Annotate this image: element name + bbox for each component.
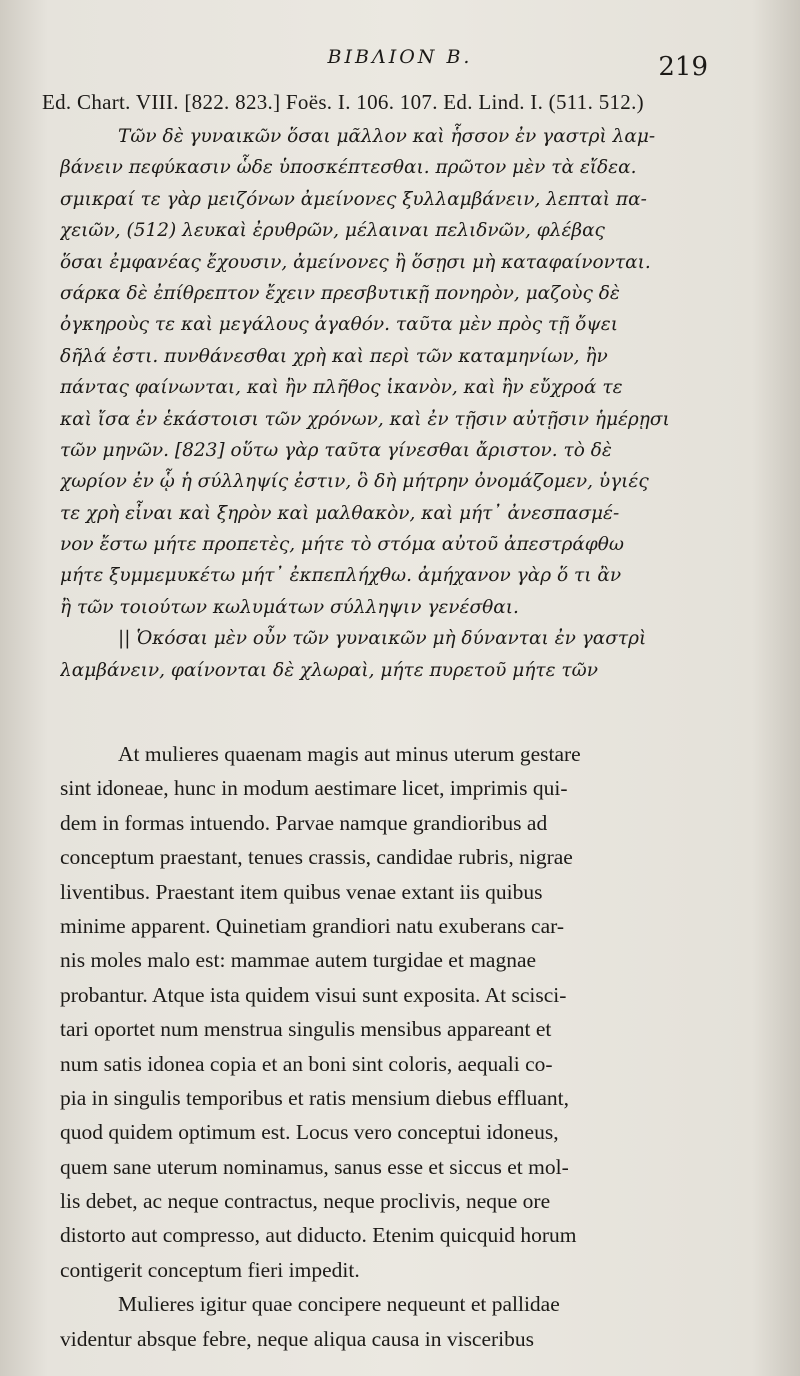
latin-text-line: distorto aut compresso, aut diducto. Etenim quicquid horum bbox=[60, 1223, 577, 1248]
greek-text-line: δῆλά ἐστι. πυνθάνεσθαι χρὴ καὶ περὶ τῶν καταμηνίων, ἢν bbox=[60, 345, 608, 367]
latin-text-line: At mulieres quaenam magis aut minus uterum gestare bbox=[118, 742, 581, 766]
greek-text-block bbox=[60, 121, 725, 686]
greek-text-line: Τῶν δὲ γυναικῶν ὅσαι μᾶλλον καὶ ἧσσον ἐν γαστρὶ λαμ- bbox=[118, 126, 656, 147]
greek-text-line: νον ἔστω μήτε προπετὲς, μήτε τὸ στόμα αὐτοῦ ἀπεστράφθω bbox=[60, 534, 624, 556]
latin-text-line: lis debet, ac neque contractus, neque proclivis, neque ore bbox=[60, 1189, 551, 1214]
latin-text-line: sint idoneae, hunc in modum aestimare licet, imprimis qui- bbox=[60, 776, 568, 801]
latin-text-line: contigerit conceptum fieri impedit. bbox=[60, 1257, 360, 1282]
latin-text-line: num satis idonea copia et an boni sint coloris, aequali co- bbox=[60, 1051, 553, 1076]
latin-text-line: liventibus. Praestant item quibus venae extant iis quibus bbox=[60, 879, 543, 904]
latin-text-line: minime apparent. Quinetiam grandiori natu exuberans car- bbox=[60, 913, 565, 938]
greek-text-line: χειῶν, (512) λευκαὶ ἐρυθρῶν, μέλαιναι πελιδνῶν, φλέβας bbox=[60, 220, 605, 242]
greek-text-line: βάνειν πεφύκασιν ὧδε ὑποσκέπτεσθαι. πρῶτον μὲν τὰ εἴδεα. bbox=[60, 157, 637, 179]
greek-text-line: τῶν μηνῶν. [823] οὕτω γὰρ ταῦτα γίνεσθαι ἄριστον. τὸ δὲ bbox=[60, 439, 612, 461]
greek-text-line: ὅσαι ἐμφανέας ἔχουσιν, ἀμείνονες ἢ ὅσῃσι μὴ καταφαίνονται. bbox=[60, 251, 651, 273]
greek-text-line: χωρίον ἐν ᾧ ἡ σύλληψίς ἐστιν, ὃ δὴ μήτρην ὀνομάζομεν, ὑγιές bbox=[60, 471, 649, 493]
greek-text-line: σμικραί τε γὰρ μειζόνων ἀμείνονες ξυλλαμβάνειν, λεπταὶ πα- bbox=[60, 188, 647, 210]
running-head: ΒΙΒΛΙΟΝ Β. bbox=[327, 46, 473, 68]
greek-text-line: λαμβάνειν, φαίνονται δὲ χλωραὶ, μήτε πυρετοῦ μήτε τῶν bbox=[60, 659, 598, 681]
latin-text-line: conceptum praestant, tenues crassis, candidae rubris, nigrae bbox=[60, 845, 573, 870]
latin-text-line: quod quidem optimum est. Locus vero conceptui idoneus, bbox=[60, 1120, 559, 1145]
greek-text-line: σάρκα δὲ ἐπίθρεπτον ἔχειν πρεσβυτικῇ πονηρὸν, μαζοὺς δὲ bbox=[60, 282, 620, 304]
greek-text-line: μήτε ξυμμεμυκέτω μήτ᾽ ἐκπεπλήχθω. ἀμήχανον γὰρ ὅ τι ἂν bbox=[60, 565, 622, 587]
latin-text-line: dem in formas intuendo. Parvae namque grandioribus ad bbox=[60, 810, 548, 835]
latin-text-line: videntur absque febre, neque aliqua causa in visceribus bbox=[60, 1326, 535, 1351]
latin-text-line: Mulieres igitur quae concipere nequeunt et pallidae bbox=[118, 1292, 560, 1317]
greek-text-line: πάντας φαίνωνται, καὶ ἢν πλῆθος ἱκανὸν, καὶ ἢν εὔχροά τε bbox=[60, 377, 623, 399]
page-number: 219 bbox=[658, 52, 708, 82]
greek-text-line: τε χρὴ εἶναι καὶ ξηρὸν καὶ μαλθακὸν, καὶ μήτ᾽ ἀνεσπασμέ- bbox=[60, 502, 620, 524]
greek-text-line: ἢ τῶν τοιούτων κωλυμάτων σύλληψιν γενέσθαι. bbox=[60, 596, 519, 618]
greek-text-line: || Ὁκόσαι μὲν οὖν τῶν γυναικῶν μὴ δύνανται ἐν γαστρὶ bbox=[118, 628, 647, 650]
latin-text-line: quem sane uterum nominamus, sanus esse et siccus et mol- bbox=[60, 1154, 569, 1179]
latin-text-line: probantur. Atque ista quidem visui sunt exposita. At sciscі- bbox=[60, 982, 567, 1007]
greek-text-line: καὶ ἴσα ἐν ἑκάστοισι τῶν χρόνων, καὶ ἐν τῇσιν αὐτῇσιν ἡμέρῃσι bbox=[60, 408, 670, 430]
latin-text-line: nis moles malo est: mammae autem turgidae et magnae bbox=[60, 948, 537, 973]
latin-text-block bbox=[60, 737, 725, 1356]
latin-text-line: tari oportet num menstrua singulis mensibus appareant et bbox=[60, 1017, 552, 1042]
edition-reference: Ed. Chart. VIII. [822. 823.] Foës. I. 106. 107. Ed. Lind. I. (511. 512.) bbox=[42, 90, 644, 114]
latin-text-line: pia in singulis temporibus et ratis mensium diebus effluant, bbox=[60, 1085, 569, 1110]
greek-text-line: ὀγκηροὺς τε καὶ μεγάλους ἀγαθόν. ταῦτα μὲν πρὸς τῇ ὄψει bbox=[60, 314, 618, 336]
